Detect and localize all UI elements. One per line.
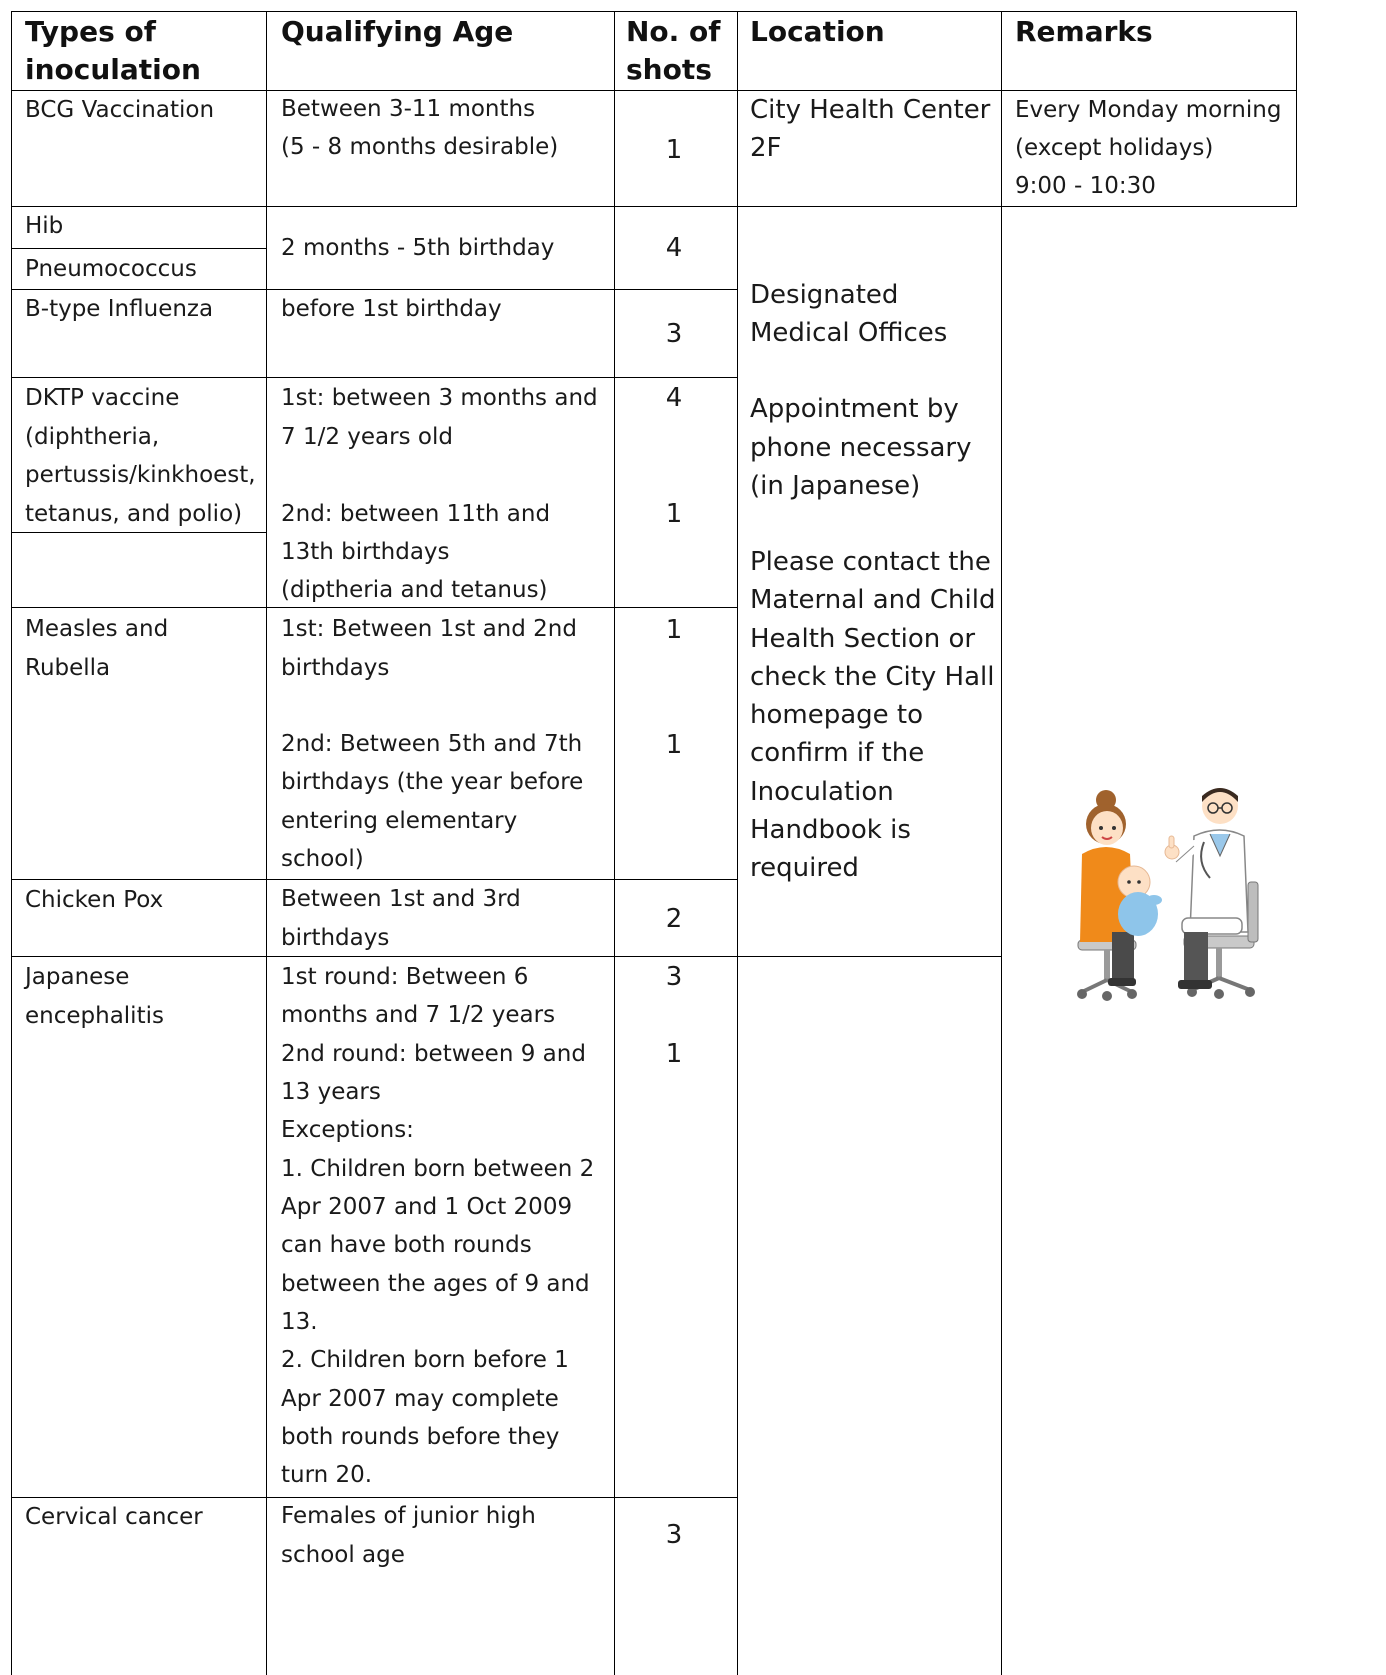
grid-line [11, 206, 1297, 207]
doctor-mother-baby-illustration [1072, 782, 1272, 1004]
type-cervical-cancer: Cervical cancer [25, 1504, 203, 1530]
grid-line [11, 11, 12, 1675]
shots-bcg: 1 [665, 135, 683, 165]
type-bcg: BCG Vaccination [25, 97, 215, 123]
header-types: Types of inoculation [25, 15, 201, 86]
shots-dktp-1st: 4 [665, 383, 683, 413]
header-no-of-shots: No. of shots [626, 15, 721, 86]
age-dktp-2nd: 2nd: between 11th and 13th birthdays (diptheria and tetanus) [281, 501, 551, 603]
location-appointment-note: Appointment by phone necessary (in Japanese) [750, 394, 972, 501]
grid-line [11, 11, 1297, 12]
grid-line [1001, 11, 1002, 1675]
type-b-type-influenza: B-type Influenza [25, 296, 214, 322]
shots-cervical-cancer: 3 [665, 1520, 683, 1550]
header-remarks: Remarks [1015, 15, 1153, 48]
age-b-type-influenza: before 1st birthday [281, 296, 502, 322]
type-hib: Hib [25, 213, 64, 239]
location-city-health-center: City Health Center 2F [750, 95, 991, 163]
shots-dktp-2nd: 1 [665, 499, 683, 529]
type-dktp: DKTP vaccine (diphtheria, pertussis/kinkhoest, tetanus, and polio) [25, 385, 256, 527]
type-measles-rubella: Measles and Rubella [25, 616, 169, 681]
age-measles-1st: 1st: Between 1st and 2nd birthdays [281, 616, 577, 681]
location-designated-title: Designated Medical Offices [750, 280, 948, 348]
header-location: Location [750, 15, 885, 48]
header-qualifying-age: Qualifying Age [281, 15, 514, 48]
type-pneumococcus: Pneumococcus [25, 256, 197, 282]
location-contact-note: Please contact the Maternal and Child Health Section or check the City Hall homepage to confirm if the Inoculation Handbook is required [750, 547, 996, 884]
shots-hib-pneumococcus: 4 [665, 233, 683, 263]
age-dktp-1st: 1st: between 3 months and 7 1/2 years old [281, 385, 598, 450]
grid-line [1296, 11, 1297, 206]
age-japanese-encephalitis: 1st round: Between 6 months and 7 1/2 years 2nd round: between 9 and 13 years Exceptions: 1. Children born between 2 Apr 2007 and 1 Oct 2009 can have both rounds between the ages of 9 and 13. 2. Children born before 1 Apr 2007 may complete both rounds before they turn 20. [281, 964, 595, 1489]
shots-chicken-pox: 2 [665, 904, 683, 934]
age-bcg: Between 3-11 months (5 - 8 months desirable) [281, 96, 559, 160]
age-hib-pneumococcus: 2 months - 5th birthday [281, 235, 555, 261]
remarks-bcg: Every Monday morning (except holidays) 9:00 - 10:30 [1015, 97, 1282, 199]
age-cervical-cancer: Females of junior high school age [281, 1503, 536, 1568]
age-measles-2nd: 2nd: Between 5th and 7th birthdays (the year before entering elementary school) [281, 731, 584, 872]
age-chicken-pox: Between 1st and 3rd birthdays [281, 886, 521, 951]
shots-measles-2nd: 1 [665, 730, 683, 760]
grid-line [266, 11, 267, 1675]
shots-b-type-influenza: 3 [665, 319, 683, 349]
type-chicken-pox: Chicken Pox [25, 887, 164, 913]
shots-je-1st: 3 [665, 962, 683, 992]
type-japanese-encephalitis: Japanese encephalitis [25, 964, 164, 1029]
shots-je-2nd: 1 [665, 1039, 683, 1069]
shots-measles-1st: 1 [665, 615, 683, 645]
